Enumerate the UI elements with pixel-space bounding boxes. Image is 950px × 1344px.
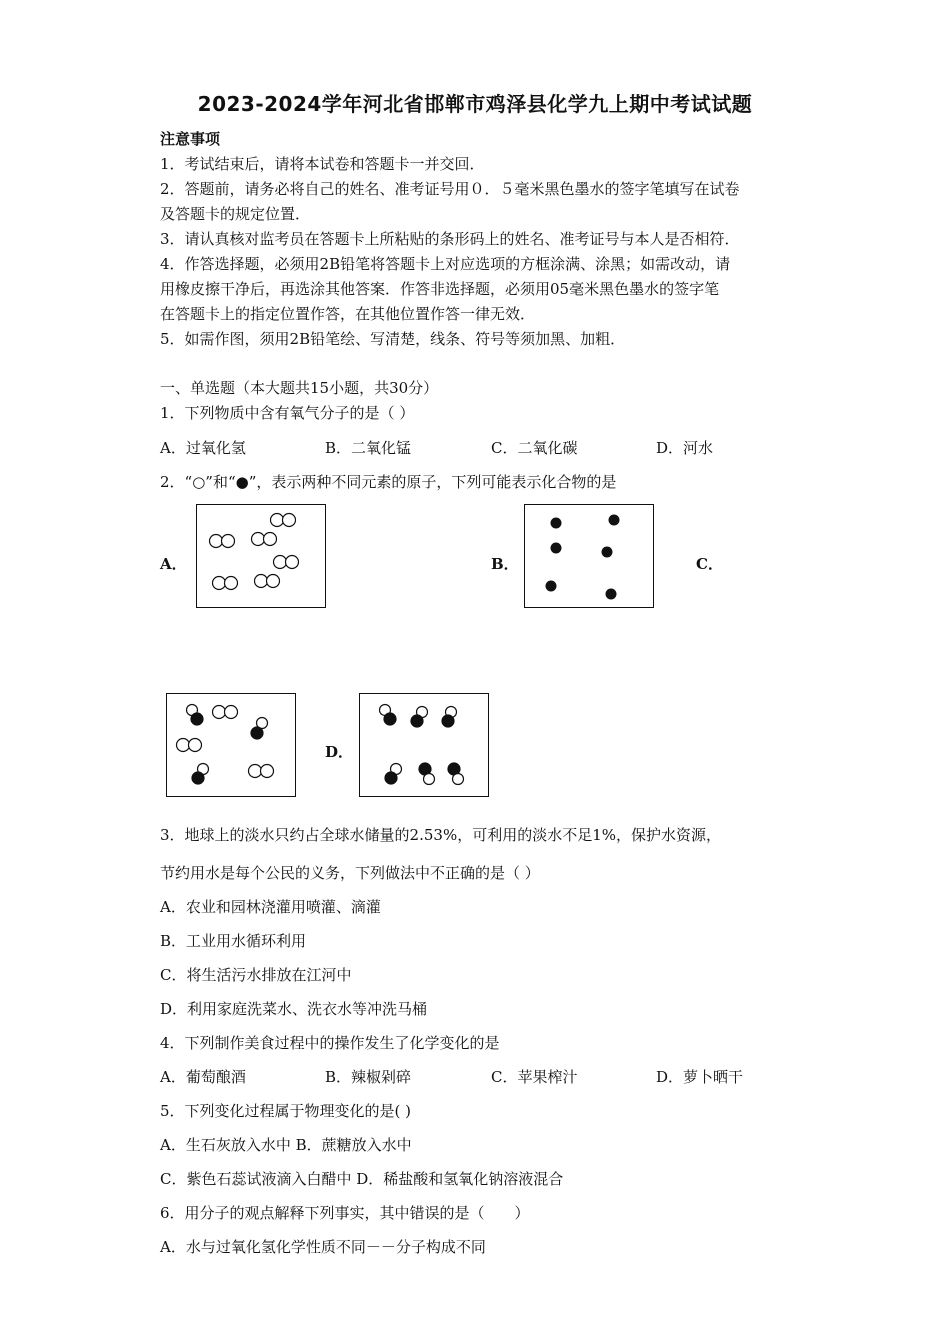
notice-line: 5．如需作图，须用2B铅笔绘、写清楚，线条、符号等须加黑、加粗． (160, 330, 626, 348)
notice-line: 2．答题前，请务必将自己的姓名、准考证号用０．５毫米黑色墨水的签字笔填写在试卷 (160, 180, 740, 198)
q1-option-b: B．二氧化锰 (325, 439, 412, 457)
q5-options-row-1: A．生石灰放入水中 B．蔗糖放入水中 (160, 1136, 412, 1154)
question-3-stem: 3．地球上的淡水只约占全球水储量的2.53%，可利用的淡水不足1%，保护水资源， (160, 826, 721, 844)
notice-line: 在答题卡上的指定位置作答，在其他位置作答一律无效． (160, 305, 536, 323)
q1-option-a: A．过氧化氢 (160, 439, 246, 457)
q5-options-row-2: C．紫色石蕊试液滴入白醋中 D．稀盐酸和氢氧化钠溶液混合 (160, 1170, 564, 1188)
q2-diagram-b (524, 504, 654, 608)
question-1-stem: 1．下列物质中含有氧气分子的是（ ） (160, 404, 415, 422)
q4-option-c: C．苹果榨汁 (491, 1068, 578, 1086)
q2-diagram-d (359, 693, 489, 797)
molecule-diagram (360, 694, 490, 798)
molecule-diagram (197, 505, 327, 609)
question-3-stem-cont: 节约用水是每个公民的义务，下列做法中不正确的是（ ） (160, 864, 540, 882)
notice-line: 1．考试结束后，请将本试卷和答题卡一并交回． (160, 155, 485, 173)
notice-line: 及答题卡的规定位置． (160, 205, 311, 223)
q1-option-c: C．二氧化碳 (491, 439, 578, 457)
q2-label-b: B． (491, 555, 519, 573)
q3-option-b: B．工业用水循环利用 (160, 932, 307, 950)
question-2-stem: 2．“○”和“●”，表示两种不同元素的原子，下列可能表示化合物的是 (160, 473, 617, 491)
q2-label-d: D． (325, 743, 354, 761)
page-title: 2023-2024学年河北省邯郸市鸡泽县化学九上期中考试试题 (197, 92, 753, 116)
molecule-diagram (167, 694, 297, 798)
q2-diagram-c (166, 693, 296, 797)
q4-option-b: B．辣椒剁碎 (325, 1068, 412, 1086)
q6-option-a: A．水与过氧化氢化学性质不同－－分子构成不同 (160, 1238, 486, 1256)
q4-option-d: D．萝卜晒干 (656, 1068, 744, 1086)
section-heading: 一、单选题（本大题共15小题，共30分） (160, 379, 439, 397)
notice-line: 4．作答选择题，必须用2B铅笔将答题卡上对应选项的方框涂满、涂黑；如需改动，请 (160, 255, 731, 273)
q2-label-c: C． (696, 555, 723, 573)
q2-label-a: A． (160, 555, 187, 573)
question-5-stem: 5．下列变化过程属于物理变化的是( ) (160, 1102, 412, 1120)
notice-line: 用橡皮擦干净后，再选涂其他答案．作答非选择题，必须用05毫米黑色墨水的签字笔 (160, 280, 720, 298)
q4-option-a: A．葡萄酿酒 (160, 1068, 246, 1086)
q3-option-a: A．农业和园林浇灌用喷灌、滴灌 (160, 898, 381, 916)
question-6-stem: 6．用分子的观点解释下列事实，其中错误的是（ ） (160, 1204, 530, 1222)
q1-option-d: D．河水 (656, 439, 714, 457)
q3-option-d: D．利用家庭洗菜水、洗衣水等冲洗马桶 (160, 1000, 428, 1018)
q2-diagram-a (196, 504, 326, 608)
question-4-stem: 4．下列制作美食过程中的操作发生了化学变化的是 (160, 1034, 500, 1052)
notice-heading: 注意事项 (160, 130, 221, 148)
q3-option-c: C．将生活污水排放在江河中 (160, 966, 352, 984)
molecule-diagram (525, 505, 655, 609)
notice-line: 3．请认真核对监考员在答题卡上所粘贴的条形码上的姓名、准考证号与本人是否相符． (160, 230, 740, 248)
